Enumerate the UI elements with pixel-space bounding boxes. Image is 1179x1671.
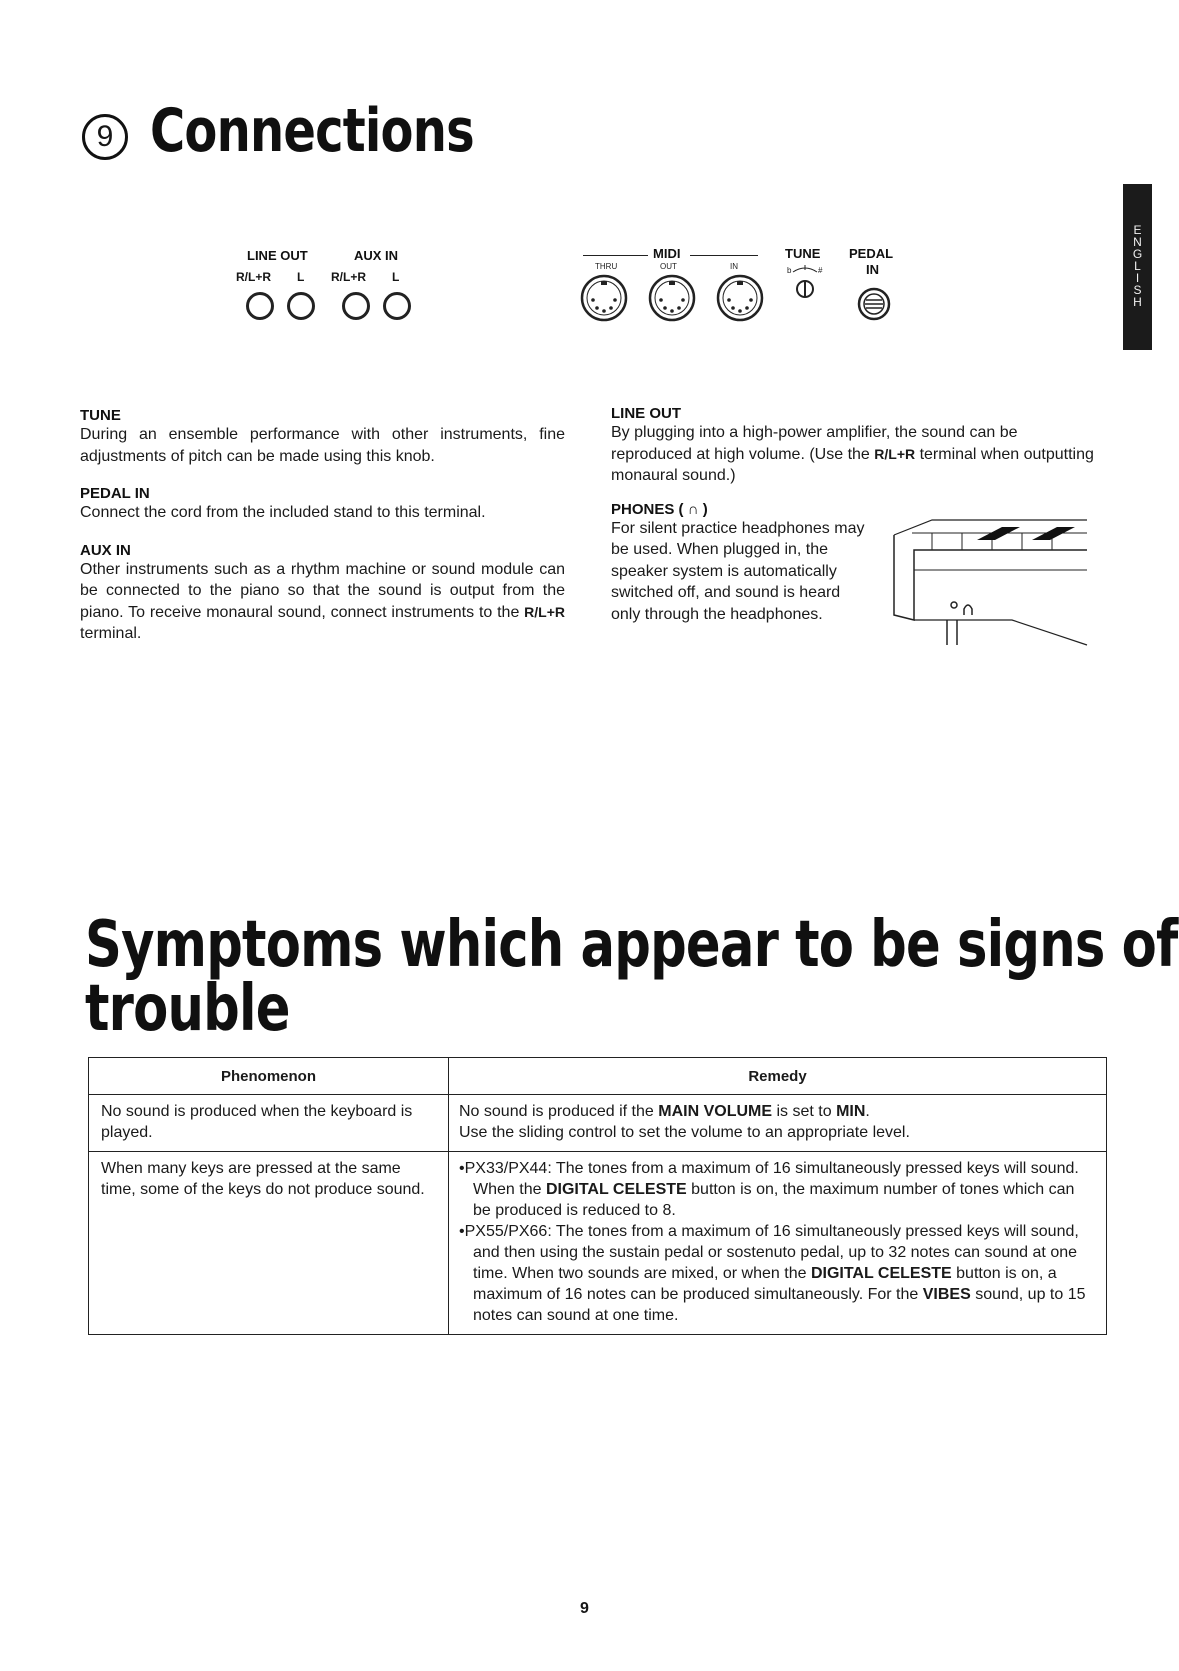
digital-celeste-term: DIGITAL CELESTE <box>810 1265 952 1282</box>
remedy-bullet <box>459 1158 1096 1221</box>
mono-terminal-symbol: R/L+R <box>874 445 916 462</box>
tune-flat-mark: b <box>787 266 792 275</box>
midi-thru-port <box>582 276 626 320</box>
remedy-line: Use the sliding control to set the volume to an appropriate level. <box>459 1124 910 1141</box>
table-row <box>89 1095 1107 1152</box>
tune-label: TUNE <box>785 246 821 261</box>
connections-title: Connections <box>150 96 474 166</box>
line-out-text-end: terminal when outputting monaural sound.) <box>611 445 1094 484</box>
remedy-text: •PX33/PX44: The tones from a maximum of 16 simultaneously pressed keys will sound. When the <box>459 1160 1079 1198</box>
remedy-text: button is on, a maximum of 16 notes can be produced simultaneously. For the <box>473 1265 1057 1303</box>
aux-in-text-main: Other instruments such as a rhythm machine or sound module can be connected to the piano so that the sound is output from the piano. To receive monaural sound, connect instruments to the <box>80 560 565 621</box>
phones-heading-close: ) <box>702 500 708 518</box>
left-jack-symbol: L <box>392 270 400 284</box>
line-out-heading: LINE OUT <box>611 405 681 422</box>
remedy-text: button is on, the maximum number of tones which can be produced is reduced to 8. <box>473 1181 1075 1219</box>
description-left-column <box>80 407 565 645</box>
mono-terminal-symbol: R/L+R <box>524 603 565 620</box>
midi-out-port <box>650 276 694 320</box>
midi-thru-label: THRU <box>595 262 618 271</box>
aux-in-heading: AUX IN <box>80 541 131 559</box>
left-jack-symbol: L <box>297 270 305 284</box>
language-side-tab <box>1123 184 1152 350</box>
pedal-in-text: Connect the cord from the included stand to this terminal. <box>80 504 486 521</box>
side-tab-letter: E <box>1133 223 1142 237</box>
digital-celeste-term: DIGITAL CELESTE <box>545 1181 687 1198</box>
line-out-r-jack <box>246 292 274 320</box>
remedy-cell <box>449 1095 1107 1152</box>
phones-heading-label: PHONES ( <box>611 500 684 518</box>
side-tab-letter: L <box>1134 259 1141 273</box>
pedal-in-heading: PEDAL IN <box>80 485 150 502</box>
line-out-label: LINE OUT <box>247 248 308 263</box>
aux-in-r-jack <box>342 292 370 320</box>
side-tab-letter: G <box>1132 247 1143 261</box>
midi-bracket-left <box>583 255 648 256</box>
min-term: MIN <box>836 1103 866 1120</box>
midi-in-label: IN <box>730 262 738 271</box>
table-row <box>89 1152 1107 1335</box>
remedy-text: is set to <box>776 1103 832 1120</box>
remedy-text: No sound is produced if the <box>459 1103 654 1120</box>
side-tab-letter: S <box>1133 283 1142 297</box>
page-number: 9 <box>580 1600 589 1617</box>
headphone-jack-illustration <box>892 515 1097 660</box>
pedal-in-connector <box>857 287 891 321</box>
phenomenon-header: Phenomenon <box>89 1058 449 1095</box>
table-header-row <box>89 1058 1107 1095</box>
aux-in-text <box>80 559 565 645</box>
troubleshooting-table <box>88 1057 1107 1335</box>
side-tab-letter: H <box>1133 295 1142 309</box>
remedy-text: •PX55/PX66: The tones from a maximum of 16 simultaneously pressed keys will sound, and then using the sustain pedal or sostenuto pedal, up to 32 notes can sound at one time. When two sounds are mixed, or when the <box>459 1223 1079 1282</box>
headphones-icon: ∩ <box>687 500 699 518</box>
line-out-l-jack <box>287 292 315 320</box>
section-number-badge: 9 <box>82 114 128 160</box>
vibes-term: VIBES <box>922 1286 971 1303</box>
line-out-text <box>611 422 1101 487</box>
phones-text: For silent practice headphones may be used. When plugged in, the speaker system is automatically switched off, and sound is heard only through the headphones. <box>611 519 865 623</box>
midi-label: MIDI <box>653 246 681 261</box>
symptoms-title-line1: Symptoms which appear to be signs of <box>85 908 1178 982</box>
remedy-header: Remedy <box>449 1058 1107 1095</box>
remedy-line <box>459 1101 1096 1122</box>
midi-ports-graphic <box>580 273 765 323</box>
remedy-cell <box>449 1152 1107 1335</box>
tune-text: During an ensemble performance with other instruments, fine adjustments of pitch can be made using this knob. <box>80 426 565 465</box>
line-out-text-main: By plugging into a high-power amplifier, the sound can be reproduced at high volume. (Use the <box>611 424 1018 463</box>
tune-heading: TUNE <box>80 407 121 424</box>
mono-jack-symbol: R/L+R <box>331 270 367 284</box>
tune-knob <box>790 262 823 302</box>
phenomenon-cell: No sound is produced when the keyboard is played. <box>89 1095 449 1152</box>
aux-in-label: AUX IN <box>354 248 399 263</box>
midi-out-label: OUT <box>660 262 677 271</box>
pedal-in-label: IN <box>866 262 879 277</box>
aux-in-text-end: terminal. <box>80 625 142 642</box>
midi-in-port <box>718 276 762 320</box>
symptoms-title-line2: trouble <box>85 972 290 1046</box>
mono-jack-symbol: R/L+R <box>236 270 272 284</box>
tune-sharp-mark: # <box>818 266 823 275</box>
remedy-bullet <box>459 1221 1096 1326</box>
phenomenon-cell: When many keys are pressed at the same time, some of the keys do not produce sound. <box>89 1152 449 1335</box>
aux-in-l-jack <box>383 292 411 320</box>
side-tab-letter: I <box>1135 271 1140 285</box>
side-tab-letter: N <box>1133 235 1142 249</box>
remedy-text: . <box>865 1103 870 1120</box>
midi-bracket-right <box>690 255 758 256</box>
remedy-text: sound, up to 15 notes can sound at one time. <box>473 1286 1086 1324</box>
main-volume-term: MAIN VOLUME <box>658 1103 773 1120</box>
pedal-label: PEDAL <box>849 246 894 261</box>
